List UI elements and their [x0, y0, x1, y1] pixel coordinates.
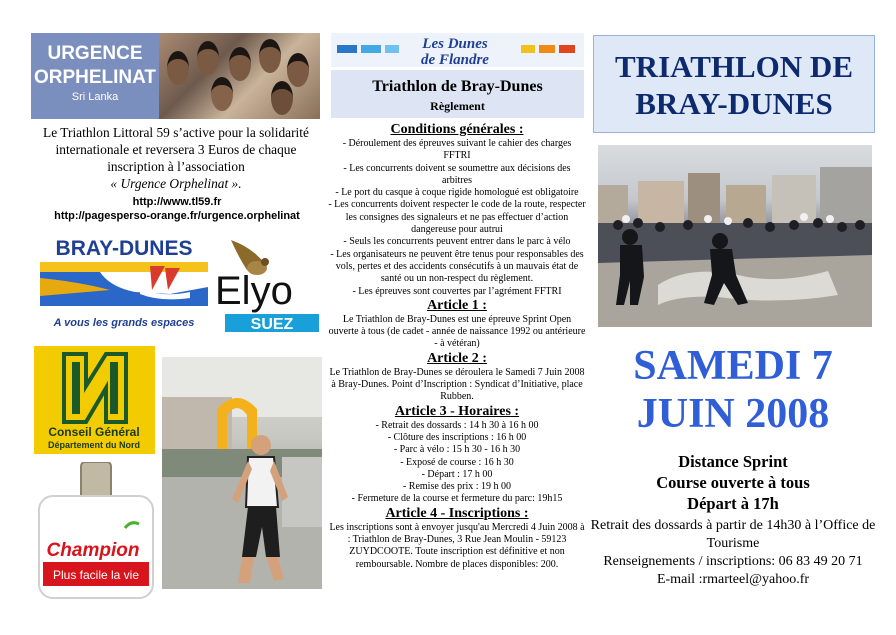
article-3-heading-text: Article 3	[394, 403, 447, 419]
bray-dunes-name: BRAY-DUNES	[55, 237, 193, 260]
main-title-line1: TRIATHLON DE	[615, 49, 853, 84]
start-time-label: Départ à 17h	[687, 494, 779, 513]
event-date-line2: JUIN 2008	[636, 391, 830, 437]
article-4-heading-text: Article 4	[385, 505, 438, 521]
condition-item: - Les épreuves sont couvertes par l’agrément FFTRI	[352, 285, 562, 297]
schedule-item: - Parc à vélo : 15 h 30 - 16 h 30	[393, 444, 521, 456]
condition-item: - Le port du casque à coque rigide homologué est obligatoire	[335, 187, 579, 199]
champion-logo	[33, 462, 159, 602]
schedule-item: - Exposé de course : 16 h 30	[400, 456, 514, 468]
main-title-line2: BRAY-DUNES	[635, 86, 833, 121]
main-title-box	[593, 35, 875, 133]
rules-header	[331, 70, 584, 118]
urgence-orphelinat-logo	[31, 33, 159, 119]
urgence-orphelinat-banner	[31, 33, 320, 119]
condition-item: - Les concurrents doivent se soumettre aux décisions des arbitres	[343, 162, 571, 186]
rules-subtitle: Règlement	[430, 99, 485, 113]
conditions-heading-colon: :	[515, 122, 524, 137]
article-4-text: Les inscriptions sont à envoyer jusqu'au Mercredi 4 Juin 2008 à : Triathlon de Bray-Dunes, 3 Rue Jean Moulin - 59123 ZUYDCOOTE. Toute inscription est définitive et non remboursable. Nombre de places disponibles: 200.	[329, 521, 585, 570]
article-4-heading	[328, 506, 586, 522]
condition-item: - Seuls les concurrents peuvent entrer dans le parc à vélo	[343, 236, 571, 248]
dunes-logo-line2: de Flandre	[421, 52, 489, 67]
dunes-de-flandre-logo	[331, 33, 584, 67]
event-date-line1: SAMEDI 7	[633, 343, 833, 389]
condition-item: - Les organisateurs ne peuvent être tenus pour responsables des vols, pertes et des accidents consécutifs à un mauvais état de santé ou un non-respect du règlement.	[330, 248, 584, 285]
article-2-heading: Article 2 :	[427, 350, 487, 366]
bray-dunes-logo	[40, 232, 208, 332]
charity-text	[36, 124, 316, 192]
schedule-item: - Clôture des inscriptions : 16 h 00	[387, 431, 527, 443]
schedule-item: - Retrait des dossards : 14 h 30 à 16 h 00	[375, 419, 539, 431]
article-1-heading-text: Article 1	[427, 297, 479, 313]
open-course-label: Course ouverte à tous	[656, 473, 810, 492]
dunes-logo-line1: Les Dunes	[422, 36, 488, 52]
bib-pickup-info: Retrait des dossards à partir de 14h30 à l’Office de Tourisme	[590, 518, 876, 551]
conditions-heading-text: Conditions générales	[390, 122, 516, 137]
champion-slogan: Plus facile la vie	[52, 568, 140, 582]
event-summary	[590, 451, 876, 514]
contact-phone: Renseignements / inscriptions: 06 83 49 20 71	[603, 554, 863, 569]
cg-department: Département du Nord	[47, 440, 141, 450]
schedule-item: - Fermeture de la course et fermeture du parc: 19h15	[351, 493, 563, 505]
schedule-item: - Départ : 17 h 00	[421, 468, 493, 480]
children-photo	[159, 33, 320, 119]
event-info	[586, 517, 880, 589]
article-3-list	[328, 420, 586, 506]
suez-wordmark: SUEZ	[250, 316, 294, 333]
conditions-heading	[328, 122, 586, 138]
distance-label: Distance Sprint	[678, 452, 788, 471]
urgence-line1: URGENCE	[47, 43, 143, 64]
article-2-heading-text: Article 2	[427, 350, 479, 366]
runner-photo	[162, 357, 322, 589]
event-date	[590, 342, 876, 438]
urgence-line2: ORPHELINAT	[33, 67, 157, 88]
charity-urls	[36, 195, 318, 223]
condition-item: - Déroulement des épreuves suivant le cahier des charges FFTRI	[342, 138, 572, 162]
article-4-heading-suffix: - Inscriptions :	[437, 505, 529, 521]
elyo-suez-logo	[213, 234, 321, 334]
champion-wordmark: Champion	[46, 540, 140, 561]
swim-start-photo	[598, 145, 872, 327]
elyo-wordmark: Elyo	[215, 269, 293, 313]
article-3-heading-suffix: - Horaires :	[446, 403, 520, 419]
condition-item: - Les concurrents doivent respecter le code de la route, respecter les consignes des signaleurs et ne pas effectuer d’action dangereuse pour autrui	[328, 199, 586, 236]
contact-email[interactable]: E-mail :rmarteel@yahoo.fr	[656, 572, 810, 587]
url-tl59[interactable]: http://www.tl59.fr	[132, 196, 222, 208]
schedule-item: - Remise des prix : 19 h 00	[402, 481, 512, 493]
rules-title: Triathlon de Bray-Dunes	[372, 78, 543, 95]
cg-name: Conseil Général	[48, 425, 140, 439]
charity-association: « Urgence Orphelinat ».	[110, 176, 242, 191]
url-urgence-orphelinat[interactable]: http://pagesperso-orange.fr/urgence.orphelinat	[54, 210, 300, 222]
article-1-heading: Article 1 :	[427, 297, 487, 313]
conditions-list	[328, 138, 586, 298]
article-1-text: Le Triathlon de Bray-Dunes est une épreuve Sprint Open ouverte à tous (de cadet - année de naissance 1992 ou antérieure - à vétéran)	[328, 313, 586, 350]
article-3-heading	[328, 404, 586, 420]
charity-paragraph: Le Triathlon Littoral 59 s’active pour la solidarité internationale et reversera 3 Euros de chaque inscription à l’association	[43, 125, 309, 174]
urgence-line3: Sri Lanka	[71, 91, 119, 103]
rules-body	[328, 122, 586, 571]
article-2-text: Le Triathlon de Bray-Dunes se déroulera le Samedi 7 Juin 2008 à Bray-Dunes. Point d’Inscription : Syndicat d’Initiative, place Rubben.	[329, 366, 585, 403]
bray-dunes-slogan: A vous les grands espaces	[53, 317, 195, 329]
conseil-general-logo	[34, 346, 155, 454]
